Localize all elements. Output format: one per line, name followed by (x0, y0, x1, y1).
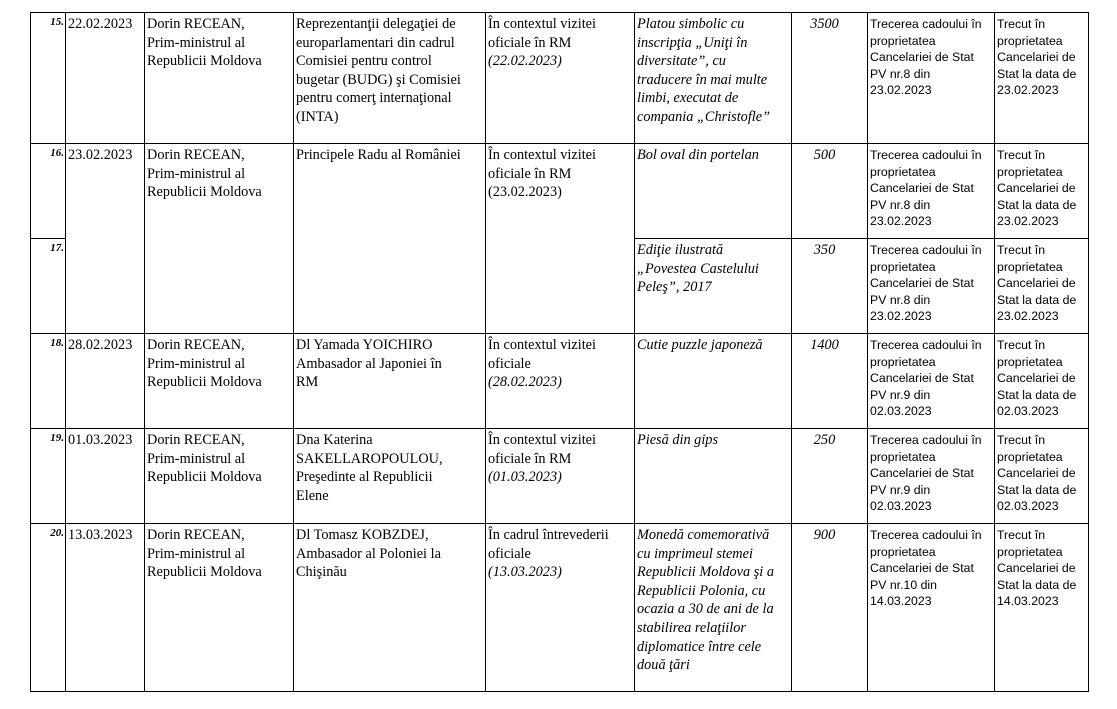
table-row (31, 524, 1089, 692)
gift-description-cell: Ediţie ilustrată „Povestea Castelului Peleş”, 2017 (635, 239, 792, 334)
action-cell: Trecerea cadoului în proprietatea Cancelariei de Stat PV nr.9 din 02.03.2023 (868, 334, 995, 429)
value-cell: 350 (792, 239, 868, 334)
official-cell: Dorin RECEAN, Prim-ministrul al Republicii Moldova (145, 13, 294, 144)
official-cell: Dorin RECEAN, Prim-ministrul al Republicii Moldova (145, 524, 294, 692)
date-cell: 28.02.2023 (66, 334, 145, 429)
context-cell: În contextul vizitei oficiale în RM (23.02.2023) (486, 144, 635, 334)
donor-cell: Principele Radu al României (294, 144, 486, 334)
action-cell: Trecerea cadoului în proprietatea Cancelariei de Stat PV nr.9 din 02.03.2023 (868, 429, 995, 524)
status-cell: Trecut în proprietatea Cancelariei de Stat la data de 23.02.2023 (995, 144, 1089, 239)
context-cell: În cadrul întrevederii oficiale (13.03.2023) (486, 524, 635, 692)
value-cell: 1400 (792, 334, 868, 429)
table-row (31, 13, 1089, 144)
action-cell: Trecerea cadoului în proprietatea Cancelariei de Stat PV nr.8 din 23.02.2023 (868, 144, 995, 239)
row-number: 16. (31, 144, 66, 239)
gift-description-cell: Piesă din gips (635, 429, 792, 524)
row-number: 15. (31, 13, 66, 144)
action-cell: Trecerea cadoului în proprietatea Cancelariei de Stat PV nr.8 din 23.02.2023 (868, 239, 995, 334)
date-cell: 13.03.2023 (66, 524, 145, 692)
date-cell: 01.03.2023 (66, 429, 145, 524)
context-cell: În contextul vizitei oficiale în RM (22.02.2023) (486, 13, 635, 144)
status-cell: Trecut în proprietatea Cancelariei de Stat la data de 23.02.2023 (995, 13, 1089, 144)
row-number: 19. (31, 429, 66, 524)
context-cell: În contextul vizitei oficiale (28.02.2023) (486, 334, 635, 429)
context-cell: În contextul vizitei oficiale în RM (01.03.2023) (486, 429, 635, 524)
donor-cell: Reprezentanţii delegaţiei de europarlamentari din cadrul Comisiei pentru control bugetar (BUDG) şi Comisiei pentru comerţ internaţional (INTA) (294, 13, 486, 144)
official-cell: Dorin RECEAN, Prim-ministrul al Republicii Moldova (145, 334, 294, 429)
row-number: 17. (31, 239, 66, 334)
status-cell: Trecut în proprietatea Cancelariei de Stat la data de 02.03.2023 (995, 334, 1089, 429)
gift-description-cell: Cutie puzzle japoneză (635, 334, 792, 429)
gift-description-cell: Monedă comemorativă cu imprimeul stemei Republicii Moldova şi a Republicii Polonia, cu ocazia a 30 de ani de la stabilirea relaţiilor diplomatice între cele două ţări (635, 524, 792, 692)
action-cell: Trecerea cadoului în proprietatea Cancelariei de Stat PV nr.10 din 14.03.2023 (868, 524, 995, 692)
gift-description-cell: Bol oval din portelan (635, 144, 792, 239)
row-number: 20. (31, 524, 66, 692)
status-cell: Trecut în proprietatea Cancelariei de Stat la data de 14.03.2023 (995, 524, 1089, 692)
action-cell: Trecerea cadoului în proprietatea Cancelariei de Stat PV nr.8 din 23.02.2023 (868, 13, 995, 144)
status-cell: Trecut în proprietatea Cancelariei de Stat la data de 23.02.2023 (995, 239, 1089, 334)
gifts-register-table (30, 12, 1089, 692)
value-cell: 900 (792, 524, 868, 692)
table-row (31, 334, 1089, 429)
table-row (31, 144, 1089, 239)
donor-cell: Dna Katerina SAKELLAROPOULOU, Preşedinte al Republicii Elene (294, 429, 486, 524)
value-cell: 250 (792, 429, 868, 524)
value-cell: 3500 (792, 13, 868, 144)
official-cell: Dorin RECEAN, Prim-ministrul al Republicii Moldova (145, 429, 294, 524)
date-cell: 22.02.2023 (66, 13, 145, 144)
status-cell: Trecut în proprietatea Cancelariei de Stat la data de 02.03.2023 (995, 429, 1089, 524)
gift-description-cell: Platou simbolic cu inscripţia „Uniţi în diversitate”, cu traducere în mai multe limbi, executat de compania „Christofle” (635, 13, 792, 144)
date-cell: 23.02.2023 (66, 144, 145, 334)
official-cell: Dorin RECEAN, Prim-ministrul al Republicii Moldova (145, 144, 294, 334)
donor-cell: Dl Tomasz KOBZDEJ, Ambasador al Poloniei la Chişinău (294, 524, 486, 692)
table-row (31, 429, 1089, 524)
row-number: 18. (31, 334, 66, 429)
value-cell: 500 (792, 144, 868, 239)
donor-cell: Dl Yamada YOICHIRO Ambasador al Japoniei în RM (294, 334, 486, 429)
